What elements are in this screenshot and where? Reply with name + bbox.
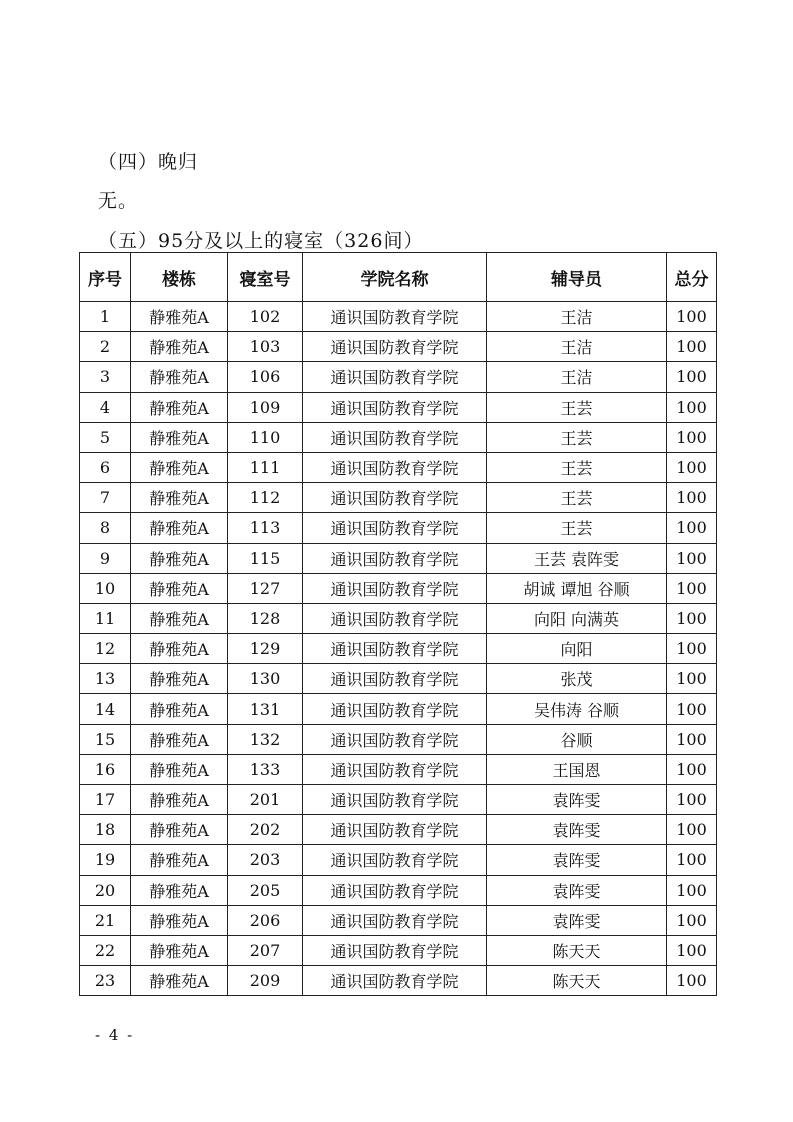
cell-total-score: 100 <box>667 573 717 603</box>
cell-total-score: 100 <box>667 302 717 332</box>
cell-room: 106 <box>228 362 303 392</box>
cell-counselor: 王芸 袁阵雯 <box>487 543 667 573</box>
table-row <box>80 664 717 694</box>
cell-college: 通识国防教育学院 <box>303 543 487 573</box>
cell-college: 通识国防教育学院 <box>303 422 487 452</box>
cell-serial: 18 <box>80 815 131 845</box>
cell-room: 201 <box>228 785 303 815</box>
cell-building: 静雅苑A <box>131 935 228 965</box>
cell-serial: 12 <box>80 634 131 664</box>
cell-room: 109 <box>228 392 303 422</box>
cell-room: 110 <box>228 422 303 452</box>
cell-college: 通识国防教育学院 <box>303 754 487 784</box>
cell-room: 130 <box>228 664 303 694</box>
cell-total-score: 100 <box>667 362 717 392</box>
cell-room: 132 <box>228 724 303 754</box>
cell-counselor: 王芸 <box>487 392 667 422</box>
cell-serial: 10 <box>80 573 131 603</box>
cell-serial: 3 <box>80 362 131 392</box>
cell-college: 通识国防教育学院 <box>303 483 487 513</box>
cell-room: 209 <box>228 966 303 996</box>
cell-room: 103 <box>228 332 303 362</box>
cell-total-score: 100 <box>667 785 717 815</box>
cell-serial: 21 <box>80 905 131 935</box>
cell-college: 通识国防教育学院 <box>303 815 487 845</box>
cell-total-score: 100 <box>667 966 717 996</box>
table-row <box>80 634 717 664</box>
table-row <box>80 362 717 392</box>
cell-building: 静雅苑A <box>131 332 228 362</box>
cell-total-score: 100 <box>667 452 717 482</box>
cell-total-score: 100 <box>667 332 717 362</box>
cell-building: 静雅苑A <box>131 302 228 332</box>
cell-total-score: 100 <box>667 875 717 905</box>
header-counselor: 辅导员 <box>487 253 667 302</box>
section-4-heading: （四）晚归 <box>98 151 199 173</box>
cell-counselor: 胡诚 谭旭 谷顺 <box>487 573 667 603</box>
cell-total-score: 100 <box>667 905 717 935</box>
cell-building: 静雅苑A <box>131 694 228 724</box>
cell-serial: 9 <box>80 543 131 573</box>
table-row <box>80 392 717 422</box>
cell-college: 通识国防教育学院 <box>303 785 487 815</box>
header-total-score: 总分 <box>667 253 717 302</box>
cell-total-score: 100 <box>667 935 717 965</box>
header-college: 学院名称 <box>303 253 487 302</box>
cell-college: 通识国防教育学院 <box>303 603 487 633</box>
cell-college: 通识国防教育学院 <box>303 694 487 724</box>
cell-room: 115 <box>228 543 303 573</box>
table-row <box>80 513 717 543</box>
cell-college: 通识国防教育学院 <box>303 302 487 332</box>
cell-room: 113 <box>228 513 303 543</box>
table-row <box>80 845 717 875</box>
cell-serial: 6 <box>80 452 131 482</box>
cell-counselor: 吴伟涛 谷顺 <box>487 694 667 724</box>
cell-room: 127 <box>228 573 303 603</box>
table-row <box>80 966 717 996</box>
cell-building: 静雅苑A <box>131 966 228 996</box>
table-row <box>80 603 717 633</box>
cell-serial: 15 <box>80 724 131 754</box>
cell-counselor: 王洁 <box>487 332 667 362</box>
cell-total-score: 100 <box>667 815 717 845</box>
cell-room: 207 <box>228 935 303 965</box>
cell-total-score: 100 <box>667 483 717 513</box>
cell-building: 静雅苑A <box>131 905 228 935</box>
cell-building: 静雅苑A <box>131 392 228 422</box>
cell-building: 静雅苑A <box>131 754 228 784</box>
cell-building: 静雅苑A <box>131 664 228 694</box>
cell-room: 133 <box>228 754 303 784</box>
cell-serial: 5 <box>80 422 131 452</box>
section-5-heading: （五）95分及以上的寝室（326间） <box>98 230 424 252</box>
cell-building: 静雅苑A <box>131 815 228 845</box>
cell-total-score: 100 <box>667 694 717 724</box>
cell-serial: 14 <box>80 694 131 724</box>
table-row <box>80 543 717 573</box>
cell-counselor: 陈天天 <box>487 966 667 996</box>
table-row <box>80 905 717 935</box>
cell-building: 静雅苑A <box>131 513 228 543</box>
table-row <box>80 694 717 724</box>
table-header-row <box>80 253 717 302</box>
cell-counselor: 王芸 <box>487 483 667 513</box>
cell-counselor: 王芸 <box>487 513 667 543</box>
cell-college: 通识国防教育学院 <box>303 875 487 905</box>
cell-college: 通识国防教育学院 <box>303 452 487 482</box>
cell-counselor: 袁阵雯 <box>487 785 667 815</box>
cell-serial: 1 <box>80 302 131 332</box>
cell-college: 通识国防教育学院 <box>303 664 487 694</box>
cell-counselor: 向阳 向满英 <box>487 603 667 633</box>
cell-serial: 17 <box>80 785 131 815</box>
cell-total-score: 100 <box>667 845 717 875</box>
cell-room: 112 <box>228 483 303 513</box>
cell-total-score: 100 <box>667 634 717 664</box>
table-row <box>80 483 717 513</box>
cell-college: 通识国防教育学院 <box>303 362 487 392</box>
cell-building: 静雅苑A <box>131 875 228 905</box>
cell-room: 129 <box>228 634 303 664</box>
table-row <box>80 573 717 603</box>
cell-building: 静雅苑A <box>131 785 228 815</box>
cell-counselor: 王洁 <box>487 302 667 332</box>
cell-total-score: 100 <box>667 664 717 694</box>
cell-counselor: 王洁 <box>487 362 667 392</box>
cell-college: 通识国防教育学院 <box>303 332 487 362</box>
table-body <box>80 302 717 996</box>
cell-building: 静雅苑A <box>131 634 228 664</box>
cell-counselor: 袁阵雯 <box>487 815 667 845</box>
table-row <box>80 935 717 965</box>
table-row <box>80 815 717 845</box>
cell-room: 206 <box>228 905 303 935</box>
cell-room: 205 <box>228 875 303 905</box>
cell-college: 通识国防教育学院 <box>303 845 487 875</box>
cell-building: 静雅苑A <box>131 543 228 573</box>
cell-counselor: 张茂 <box>487 664 667 694</box>
cell-building: 静雅苑A <box>131 603 228 633</box>
cell-college: 通识国防教育学院 <box>303 724 487 754</box>
section-4-text: 无。 <box>98 190 139 212</box>
cell-college: 通识国防教育学院 <box>303 573 487 603</box>
cell-serial: 23 <box>80 966 131 996</box>
page-number: - 4 - <box>95 1026 135 1044</box>
cell-total-score: 100 <box>667 724 717 754</box>
cell-total-score: 100 <box>667 543 717 573</box>
cell-building: 静雅苑A <box>131 422 228 452</box>
cell-building: 静雅苑A <box>131 724 228 754</box>
cell-counselor: 向阳 <box>487 634 667 664</box>
table-row <box>80 724 717 754</box>
cell-room: 102 <box>228 302 303 332</box>
cell-college: 通识国防教育学院 <box>303 905 487 935</box>
table-row <box>80 785 717 815</box>
cell-college: 通识国防教育学院 <box>303 966 487 996</box>
cell-college: 通识国防教育学院 <box>303 392 487 422</box>
cell-serial: 13 <box>80 664 131 694</box>
cell-total-score: 100 <box>667 422 717 452</box>
cell-serial: 16 <box>80 754 131 784</box>
cell-counselor: 王国恩 <box>487 754 667 784</box>
dorm-score-table <box>79 252 717 996</box>
cell-serial: 8 <box>80 513 131 543</box>
cell-counselor: 袁阵雯 <box>487 845 667 875</box>
cell-serial: 11 <box>80 603 131 633</box>
cell-serial: 19 <box>80 845 131 875</box>
table-row <box>80 754 717 784</box>
cell-building: 静雅苑A <box>131 483 228 513</box>
cell-total-score: 100 <box>667 513 717 543</box>
header-room: 寝室号 <box>228 253 303 302</box>
cell-building: 静雅苑A <box>131 845 228 875</box>
cell-serial: 20 <box>80 875 131 905</box>
cell-college: 通识国防教育学院 <box>303 634 487 664</box>
cell-college: 通识国防教育学院 <box>303 513 487 543</box>
cell-serial: 4 <box>80 392 131 422</box>
cell-college: 通识国防教育学院 <box>303 935 487 965</box>
cell-room: 128 <box>228 603 303 633</box>
table-row <box>80 302 717 332</box>
table-row <box>80 452 717 482</box>
cell-counselor: 王芸 <box>487 452 667 482</box>
cell-building: 静雅苑A <box>131 573 228 603</box>
cell-serial: 7 <box>80 483 131 513</box>
cell-counselor: 袁阵雯 <box>487 905 667 935</box>
header-building: 楼栋 <box>131 253 228 302</box>
cell-room: 203 <box>228 845 303 875</box>
table-row <box>80 422 717 452</box>
header-serial: 序号 <box>80 253 131 302</box>
cell-counselor: 袁阵雯 <box>487 875 667 905</box>
table-row <box>80 875 717 905</box>
cell-total-score: 100 <box>667 603 717 633</box>
cell-room: 202 <box>228 815 303 845</box>
cell-room: 111 <box>228 452 303 482</box>
cell-total-score: 100 <box>667 754 717 784</box>
cell-building: 静雅苑A <box>131 452 228 482</box>
cell-counselor: 谷顺 <box>487 724 667 754</box>
table-row <box>80 332 717 362</box>
cell-room: 131 <box>228 694 303 724</box>
cell-counselor: 陈天天 <box>487 935 667 965</box>
cell-serial: 22 <box>80 935 131 965</box>
cell-building: 静雅苑A <box>131 362 228 392</box>
cell-counselor: 王芸 <box>487 422 667 452</box>
cell-serial: 2 <box>80 332 131 362</box>
cell-total-score: 100 <box>667 392 717 422</box>
